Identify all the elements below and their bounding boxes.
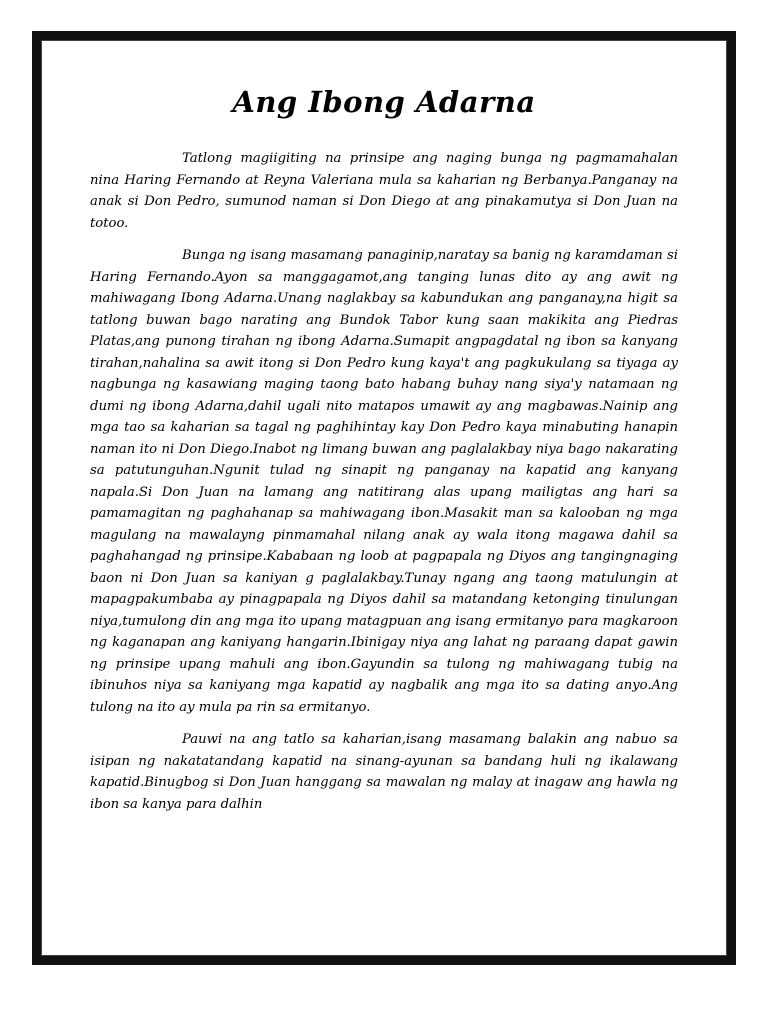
document-title: Ang Ibong Adarna — [232, 85, 536, 119]
paragraph-3: Pauwi na ang tatlo sa kaharian,isang masamang balakin ang nabuo sa isipan ng nakatatandang kapatid na sinang-ayunan sa bandang huli ng ikalawang kapatid.Binugbog si Don Juan hanggang sa mawalan ng malay at inagaw ang hawla ng ibon sa kanya para dalhin — [90, 732, 678, 812]
paragraph-1: Tatlong magiigiting na prinsipe ang naging bunga ng pagmamahalan nina Haring Fernando at Reyna Valeriana mula sa kaharian ng Berbanya.Panganay na anak si Don Pedro, sumunod naman si Don Diego at ang pinakamutya si Don Juan na totoo. — [90, 151, 678, 231]
paragraph-2: Bunga ng isang masamang panaginip,naratay sa banig ng karamdaman si Haring Fernando.Ayon sa manggagamot,ang tanging lunas dito ay ang awit ng mahiwagang Ibong Adarna.Unang naglakbay sa kabundukan ang panganay,na higit sa tatlong buwan bago narating ang Bundok Tabor kung saan makikita ang Piedras Platas,ang punong tirahan ng ibong Adarna.Sumapit angpagdatal ng ibon sa kanyang tirahan,nahalina sa awit itong si Don Pedro kung kaya't ang pagkukulang sa tiyaga ay nagbunga ng kasawiang maging taong bato habang buhay nang siya'y natamaan ng dumi ng ibong Adarna,dahil ugali nito matapos umawit ay ang magbawas.Nainip ang mga tao sa kaharian sa tagal ng paghihintay kay Don Pedro kaya minabuting hanapin naman ito ni Don Diego.Inabot ng limang buwan ang paglalakbay niya bago nakarating sa patutunguhan.Ngunit tulad ng sinapit ng panganay na kapatid ang kanyang napala.Si Don Juan na lamang ang natitirang alas upang mailigtas ang hari sa pamamagitan ng paghahanap sa mahiwagang ibon.Masakit man sa kalooban ng mga magulang na mawalayng pinmamahal nilang anak ay wala itong magawa dahil sa paghahangad ng prinsipe.Kababaan ng loob at pagpapala ng Diyos ang tangingnaging baon ni Don Juan sa kaniyan g paglalakbay.Tunay ngang ang taong matulungin at mapagpakumbaba ay pinagpapala ng Diyos dahil sa matandang ketonging tinulungan niya,tumulong din ang mga ito upang matagpuan ang isang ermitanyo para magkaroon ng kaganapan ang kaniyang hangarin.Ibinigay niya ang lahat ng paraang dapat gawin ng prinsipe upang mahuli ang ibon.Gayundin sa tulong ng mahiwagang tubig na ibinuhos niya sa kaniyang mga kapatid ay nagbalik ang mga ito sa dating anyo.Ang tulong na ito ay mula pa rin sa ermitanyo. — [90, 248, 678, 715]
document-body — [90, 148, 678, 826]
